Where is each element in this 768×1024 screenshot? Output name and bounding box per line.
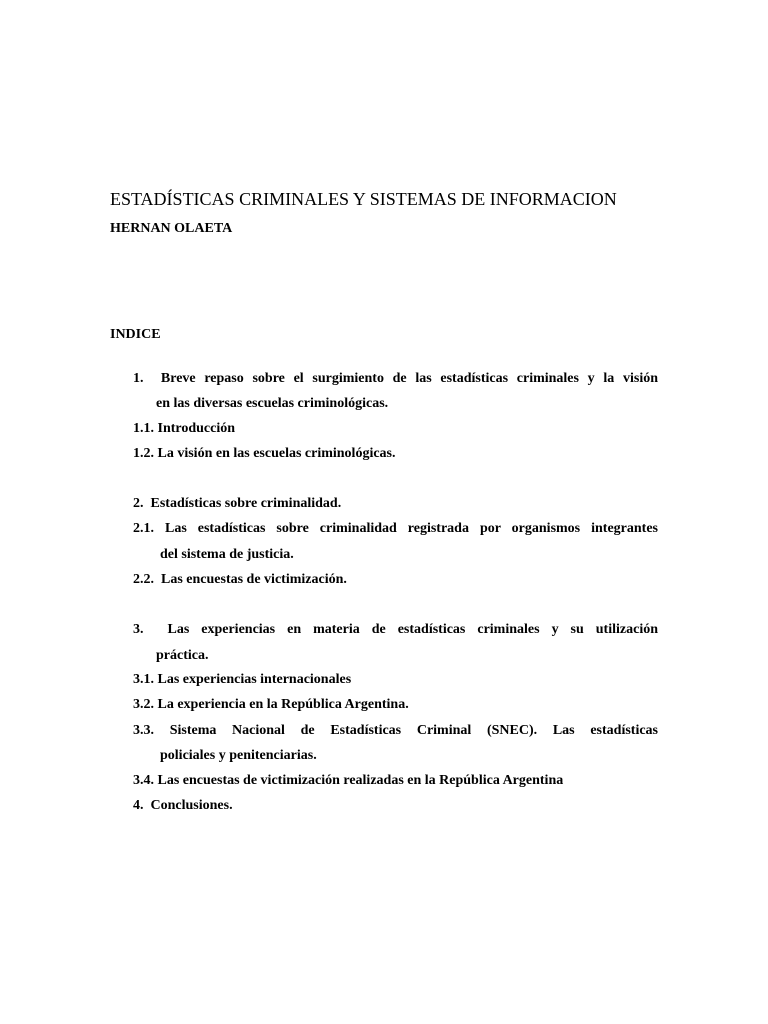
- toc-item-1-1: 1.1. Introducción: [133, 421, 236, 436]
- toc-item-1-line-2: en las diversas escuelas criminológicas.: [156, 396, 389, 411]
- toc-item-3-4: 3.4. Las encuestas de victimización realizadas en la República Argentina: [133, 773, 564, 788]
- toc-item-2: 2. Estadísticas sobre criminalidad.: [133, 496, 342, 511]
- toc-item-3-line-1: 3. Las experiencias en materia de estadísticas criminales y su utilización: [133, 622, 658, 637]
- toc-item-3-1: 3.1. Las experiencias internacionales: [133, 672, 352, 687]
- toc-item-3-line-2: práctica.: [156, 648, 209, 663]
- toc-item-3-3-line-2: policiales y penitenciarias.: [160, 748, 317, 763]
- toc-item-3-3-line-1: 3.3. Sistema Nacional de Estadísticas Criminal (SNEC). Las estadísticas: [133, 723, 658, 738]
- toc-item-4: 4. Conclusiones.: [133, 798, 233, 813]
- document-author: HERNAN OLAETA: [110, 221, 233, 236]
- toc-item-2-1-line-2: del sistema de justicia.: [160, 547, 294, 562]
- document-title: ESTADÍSTICAS CRIMINALES Y SISTEMAS DE INFORMACION: [110, 189, 617, 209]
- toc-item-2-1-line-1: 2.1. Las estadísticas sobre criminalidad registrada por organismos integrantes: [133, 521, 658, 536]
- index-heading: INDICE: [110, 327, 161, 342]
- toc-item-3-2: 3.2. La experiencia en la República Argentina.: [133, 697, 409, 712]
- toc-item-1-2: 1.2. La visión en las escuelas criminológicas.: [133, 446, 396, 461]
- toc-item-2-2: 2.2. Las encuestas de victimización.: [133, 572, 347, 587]
- toc-item-1-line-1: 1. Breve repaso sobre el surgimiento de las estadísticas criminales y la visión: [133, 371, 658, 386]
